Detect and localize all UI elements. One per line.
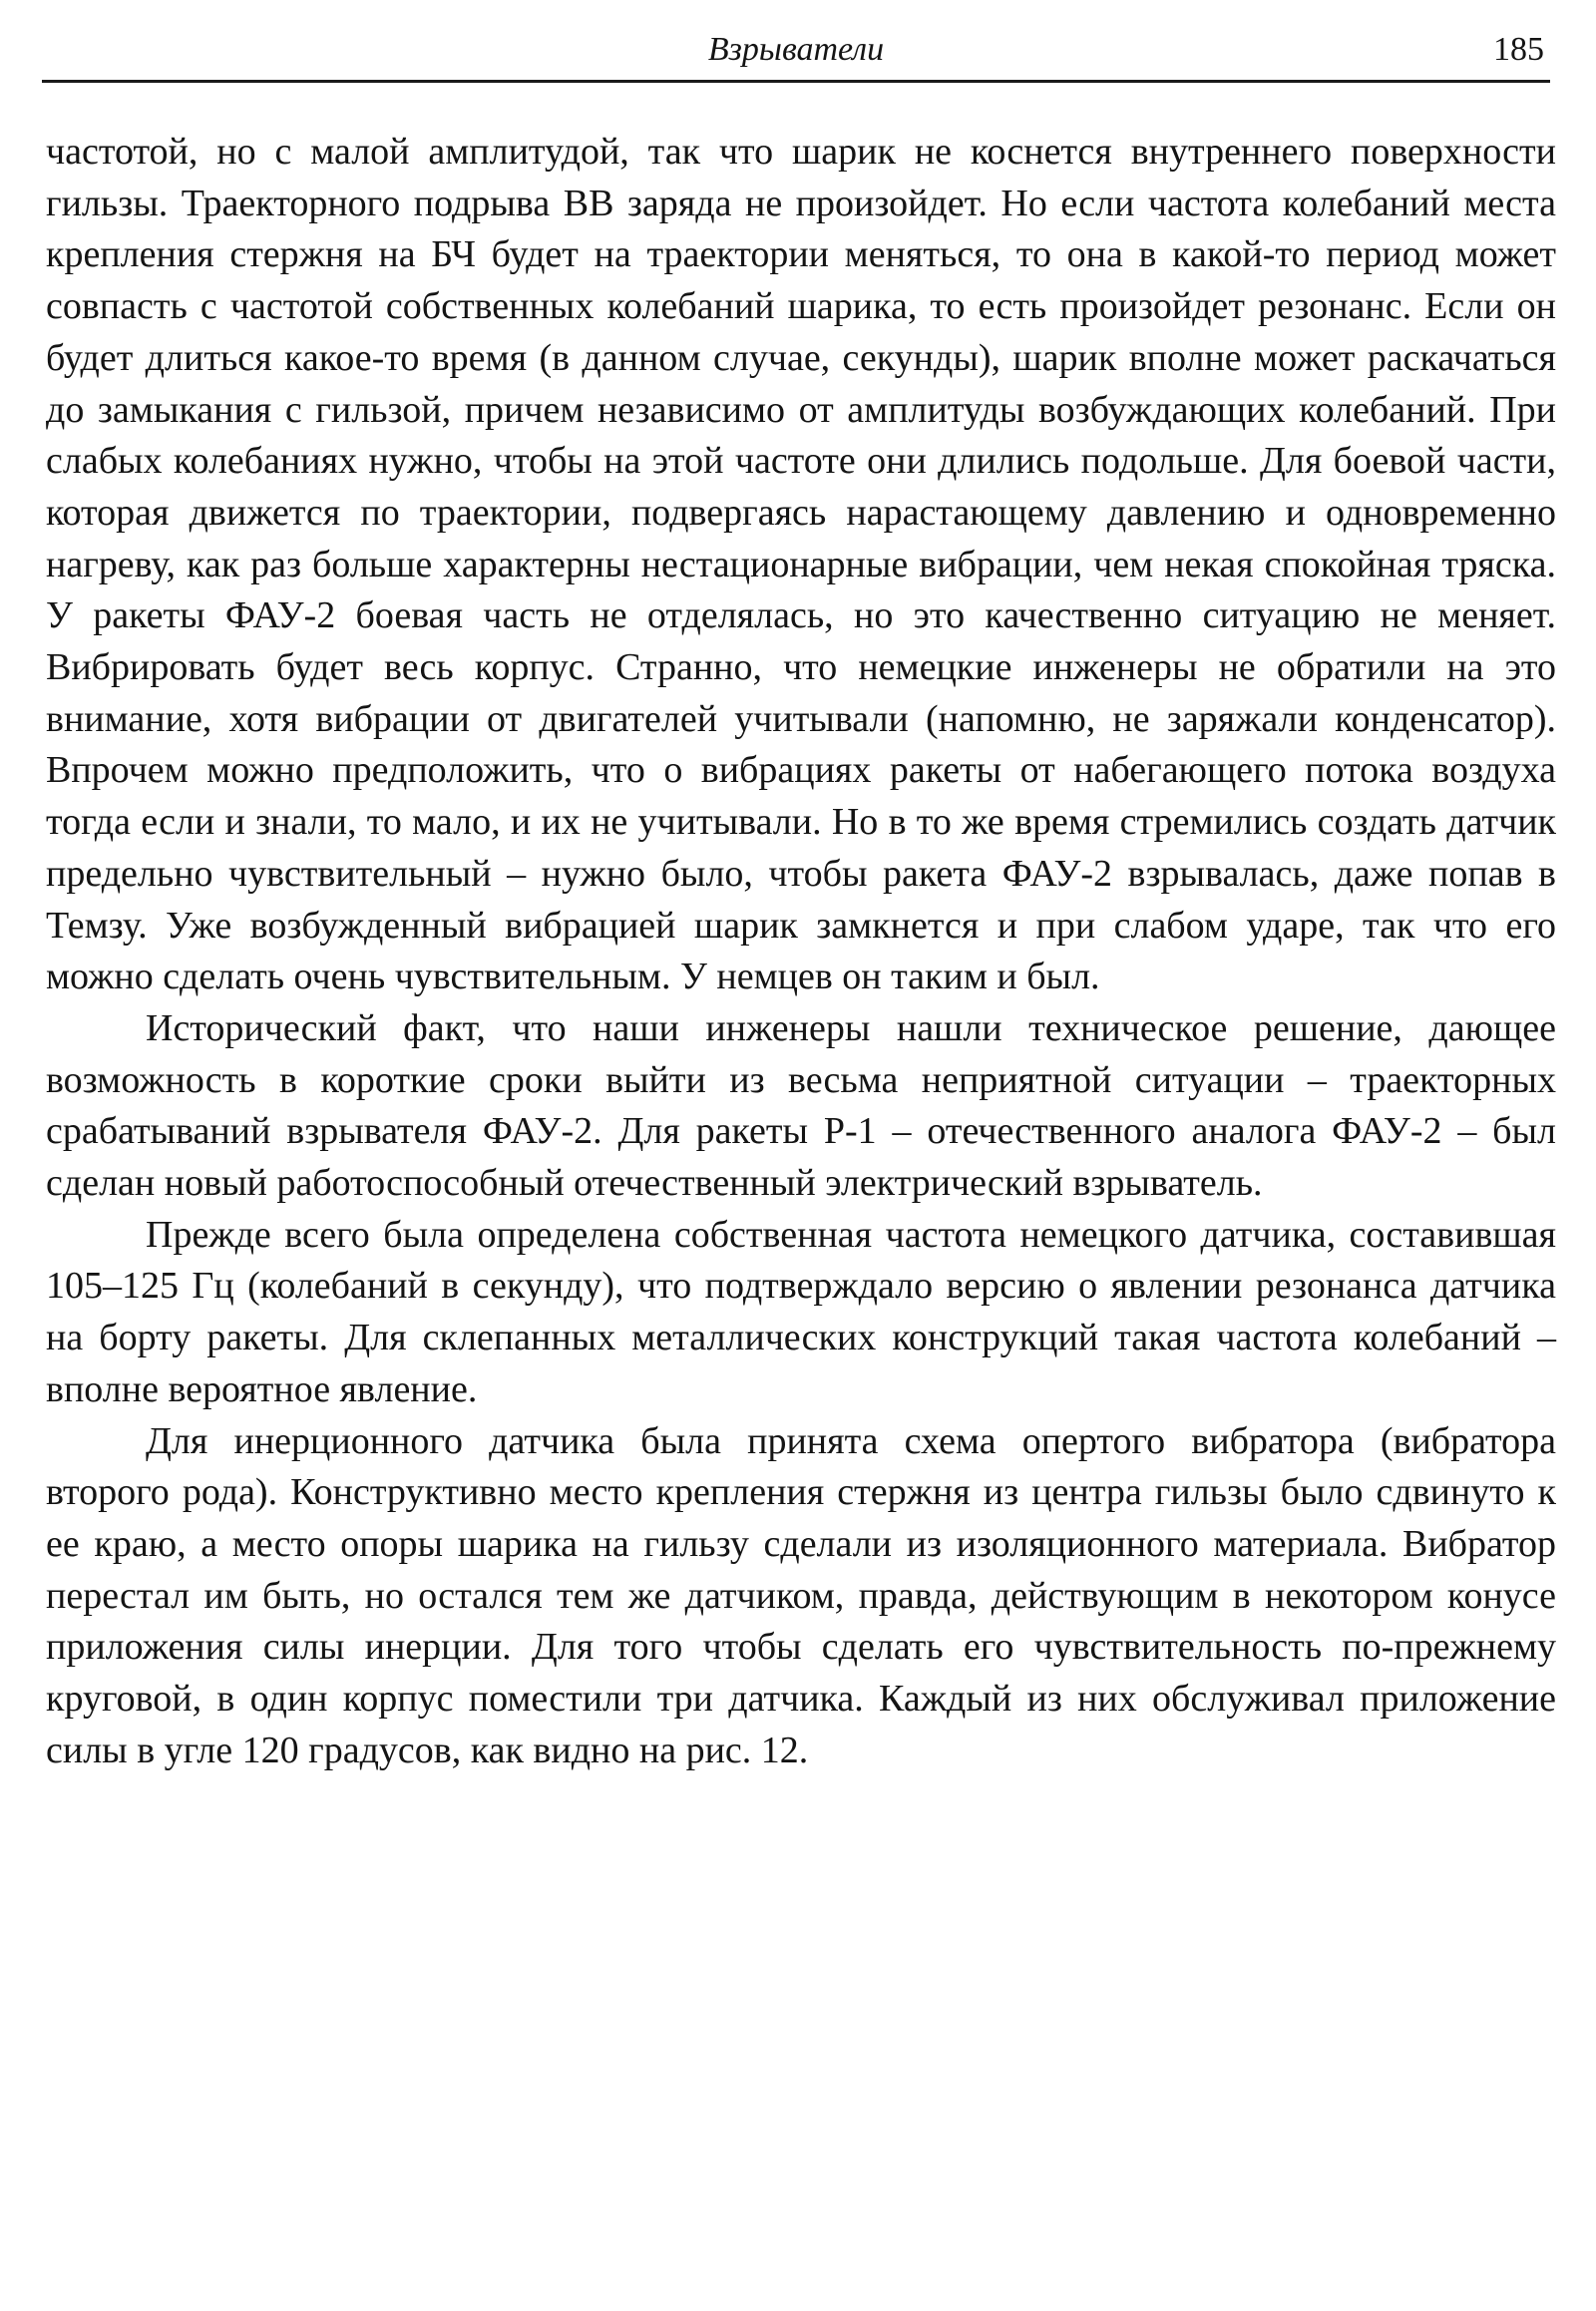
body-text	[46, 127, 1556, 1777]
paragraph-frequency: Прежде всего была определена собственная частота немецкого датчика, составившая 105–125 Гц (колебаний в секунду), что подтверждало версию о явлении резонанса датчика на борту ракеты. Для склепанных металлических конструкций такая частота колебаний – вполне вероятное явление.	[46, 1213, 1556, 1410]
running-title: Взрыватели	[707, 31, 885, 68]
page-number: 185	[1493, 31, 1544, 68]
paragraph-historical-fact: Исторический факт, что наши инженеры нашли техническое решение, дающее возможность в короткие сроки выйти из весьма неприятной ситуации – траекторных срабатываний взрывателя ФАУ-2. Для ракеты Р-1 – отечественного аналога ФАУ-2 – был сделан новый работоспособный отечественный электрический взрыватель.	[46, 1006, 1556, 1205]
running-header	[42, 24, 1550, 83]
paragraph-continued: частотой, но с малой амплитудой, так что шарик не коснется внутреннего поверхности гильзы. Траекторного подрыва ВВ заряда не произойдет. Но если частота колебаний места крепления стержня на БЧ будет на траектории меняться, то она в какой-то период может совпасть с частотой собственных колебаний шарика, то есть произойдет резонанс. Если он будет длиться какое-то время (в данном случае, секунды), шарик вполне может раскачаться до замыкания с гильзой, причем независимо от амплитуды возбуждающих колебаний. При слабых колебаниях нужно, чтобы на этой частоте они длились подольше. Для боевой части, которая движется по траектории, подвергаясь нарастающему давлению и одновременно нагреву, как раз больше характерны нестационарные вибрации, чем некая спокойная тряска. У ракеты ФАУ-2 боевая часть не отделялась, но это качественно ситуацию не меняет. Вибрировать будет весь корпус. Странно, что немецкие инженеры не обратили на это внимание, хотя вибрации от двигателей учитывали (напомню, не заряжали конденсатор). Впрочем можно предположить, что о вибрациях ракеты от набегающего потока воздуха тогда если и знали, то мало, и их не учитывали. Но в то же время стремились создать датчик предельно чувствительный – нужно было, чтобы ракета ФАУ-2 взрывалась, даже попав в Темзу. Уже возбужденный вибрацией шарик замкнется и при слабом ударе, так что его можно сделать очень чувствительным. У немцев он таким и был.	[46, 131, 1556, 998]
paragraph-inertial-sensor: Для инерционного датчика была принята схема опертого вибратора (вибратора второго рода). Конструктивно место крепления стержня из центра гильзы было сдвинуто к ее краю, а место опоры шарика на гильзу сделали из изоляционного материала. Вибратор перестал им быть, но остался тем же датчиком, правда, действующим в некотором конусе приложения силы инерции. Для того чтобы сделать его чувствительность по-прежнему круговой, в один корпус поместили три датчика. Каждый из них обслуживал приложение силы в угле 120 градусов, как видно на рис. 12.	[46, 1419, 1556, 1771]
